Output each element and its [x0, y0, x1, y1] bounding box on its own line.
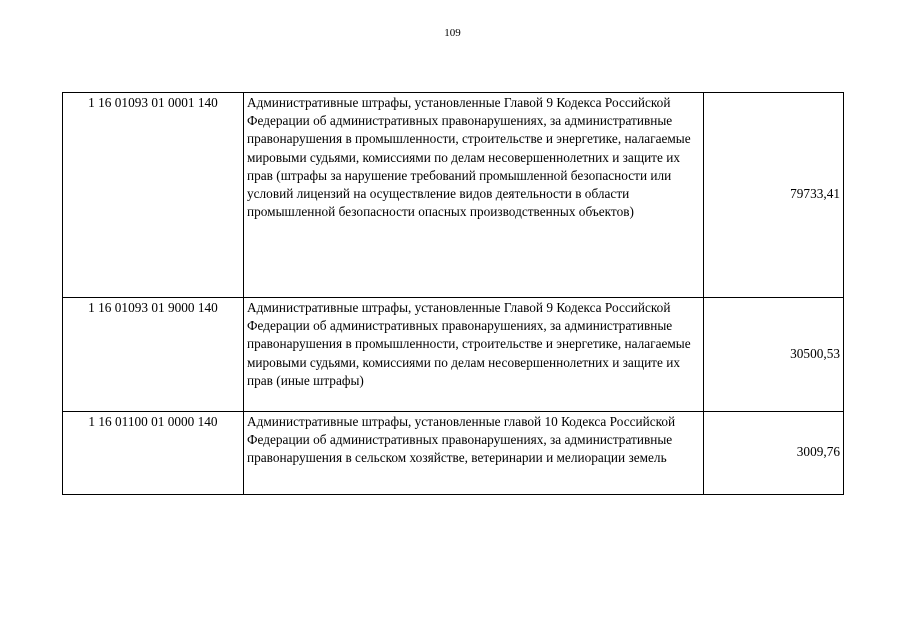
revenue-amount: 3009,76 — [704, 412, 844, 495]
budget-revenue-table — [62, 92, 844, 495]
budget-classification-code: 1 16 01100 01 0000 140 — [63, 412, 244, 495]
budget-classification-code: 1 16 01093 01 0001 140 — [63, 93, 244, 298]
revenue-amount: 79733,41 — [704, 93, 844, 298]
table-row — [63, 298, 844, 412]
revenue-description: Административные штрафы, установленные главой 10 Кодекса Российской Федерации об административных правонарушениях, за административные правонарушения в сельском хозяйстве, ветеринарии и мелиорации земель — [244, 412, 704, 495]
revenue-description: Административные штрафы, установленные Главой 9 Кодекса Российской Федерации об административных правонарушениях, за административные правонарушения в промышленности, строительстве и энергетике, налагаемые мировыми судьями, комиссиями по делам несовершеннолетних и защите их прав (иные штрафы) — [244, 298, 704, 412]
table-row — [63, 412, 844, 495]
page-number: 109 — [444, 27, 461, 39]
budget-classification-code: 1 16 01093 01 9000 140 — [63, 298, 244, 412]
revenue-description: Административные штрафы, установленные Главой 9 Кодекса Российской Федерации об административных правонарушениях, за административные правонарушения в промышленности, строительстве и энергетике, налагаемые мировыми судьями, комиссиями по делам несовершеннолетних и защите их прав (штрафы за нарушение требований промышленной безопасности или условий лицензий на осуществление видов деятельности в области промышленной безопасности опасных производственных объектов) — [244, 93, 704, 298]
revenue-amount: 30500,53 — [704, 298, 844, 412]
table-row — [63, 93, 844, 298]
